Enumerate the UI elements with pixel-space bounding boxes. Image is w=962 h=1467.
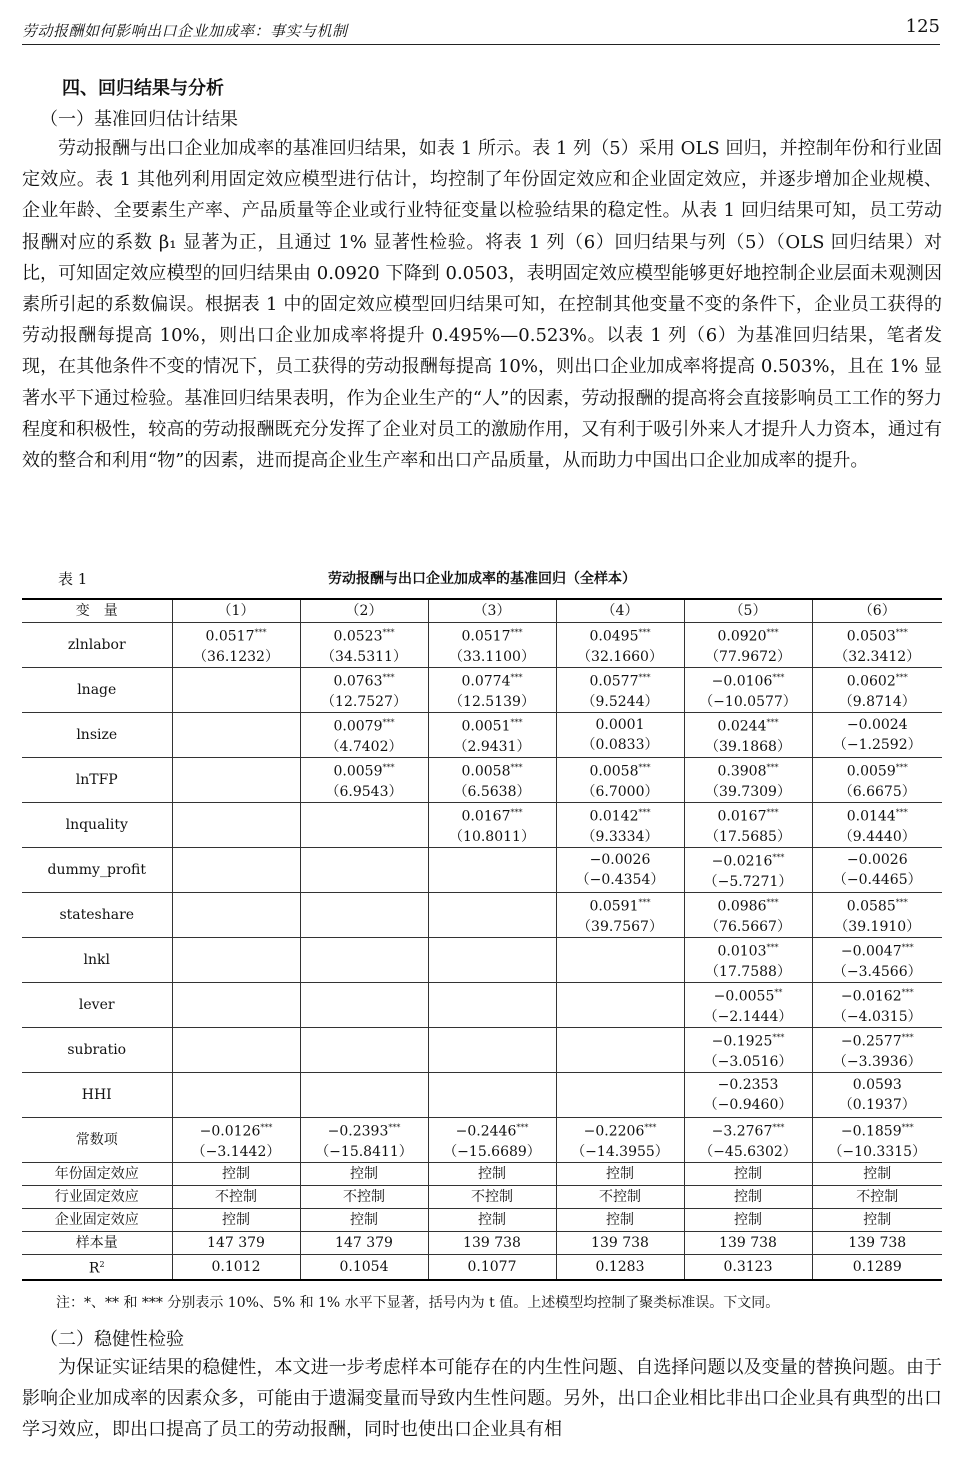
coefficient: 0.0774*** bbox=[461, 673, 523, 690]
t-value: （−15.6689） bbox=[443, 1143, 541, 1160]
variable-name: subratio bbox=[22, 1028, 172, 1073]
header-column: （3） bbox=[428, 599, 556, 623]
table-cell bbox=[812, 1073, 942, 1118]
variable-name: zlnlabor bbox=[22, 623, 172, 668]
coefficient: 0.0144*** bbox=[846, 808, 908, 825]
table-cell bbox=[428, 803, 556, 848]
t-value: （−3.4566） bbox=[832, 963, 922, 980]
t-value: （39.1910） bbox=[834, 918, 921, 935]
table-cell bbox=[684, 668, 812, 713]
t-value: （−0.4354） bbox=[575, 872, 665, 888]
table-cell bbox=[172, 1118, 300, 1163]
coefficient: 0.0585*** bbox=[846, 898, 908, 915]
table-cell bbox=[300, 1028, 428, 1073]
table-cell: 控制 bbox=[556, 1163, 684, 1186]
t-value: （6.7000） bbox=[581, 783, 659, 800]
coefficient: −0.0026 bbox=[589, 852, 651, 868]
table-cell bbox=[812, 938, 942, 983]
coefficient: 0.0244*** bbox=[717, 718, 779, 735]
t-value: （−3.1442） bbox=[191, 1143, 281, 1160]
coefficient: −0.1859*** bbox=[840, 1123, 914, 1140]
coefficient: 0.0593 bbox=[852, 1077, 902, 1093]
table-cell bbox=[300, 848, 428, 893]
coefficient: 0.0058*** bbox=[589, 763, 651, 780]
t-value: （9.5244） bbox=[581, 693, 659, 710]
coefficient: −0.2577*** bbox=[840, 1033, 914, 1050]
variable-name: lnquality bbox=[22, 803, 172, 848]
table-cell bbox=[812, 983, 942, 1028]
variable-name: 常数项 bbox=[22, 1118, 172, 1163]
table-cell bbox=[556, 803, 684, 848]
table-cell: 控制 bbox=[172, 1163, 300, 1186]
coefficient: 0.0167*** bbox=[461, 808, 523, 825]
table-row bbox=[22, 668, 942, 713]
paragraph-2: 为保证实证结果的稳健性，本文进一步考虑样本可能存在的内生性问题、自选择问题以及变量的替换问题。由于影响企业加成率的因素众多，可能由于遗漏变量而导致内生性问题。另外，出口企业相比非出口企业具有典型的出口学习效应，即出口提高了员工的劳动报酬，同时也使出口企业具有相 bbox=[22, 1357, 942, 1441]
table-cell: 控制 bbox=[812, 1209, 942, 1232]
paragraph-1: 劳动报酬与出口企业加成率的基准回归结果，如表 1 所示。表 1 列（5）采用 OLS 回归，并控制年份和行业固定效应。表 1 其他列利用固定效应模型进行估计，均控制了年份固定效应和企业固定效应，并逐步增加企业规模、企业年龄、全要素生产率、产品质量等企业或行业特征变量以检验结果的稳定性。从表 1 回归结果可知，员工劳动报酬对应的系数 β₁ 显著为正，且通过 1% 显著性检验。将表 1 列（6）回归结果与列（5）（OLS 回归结果）对比，可知固定效应模型的回归结果由 0.0920 下降到 0.0503，表明固定效应模型能够更好地控制企业层面未观测因素所引起的系数偏误。根据表 1 中的固定效应模型回归结果可知，在控制其他变量不变的条件下，企业员工获得的劳动报酬每提高 10%，则出口企业加成率将提升 0.495%—0.523%。以表 1 列（6）为基准回归结果，笔者发现，在其他条件不变的情况下，员工获得的劳动报酬每提高 10%，则出口企业加成率将提高 0.503%，且在 1% 显著水平下通过检验。基准回归结果表明，作为企业生产的“人”的因素，劳动报酬的提高将会直接影响员工工作的努力程度和积极性，较高的劳动报酬既充分发挥了企业对员工的激励作用，又有利于吸引外来人才提升人力资本，通过有效的整合和利用“物”的因素，进而提高企业生产率和出口产品质量，从而助力中国出口企业加成率的提升。 bbox=[22, 138, 942, 472]
table-cell bbox=[684, 713, 812, 758]
t-value: （4.7402） bbox=[325, 738, 403, 755]
header-column: （2） bbox=[300, 599, 428, 623]
coefficient: −0.0024 bbox=[846, 717, 908, 733]
table-cell bbox=[812, 803, 942, 848]
variable-name: dummy_profit bbox=[22, 848, 172, 893]
table-cell bbox=[812, 848, 942, 893]
table-row bbox=[22, 1255, 942, 1280]
table-cell bbox=[684, 803, 812, 848]
t-value: （9.4440） bbox=[838, 828, 916, 845]
table-cell bbox=[556, 713, 684, 758]
table-cell bbox=[556, 1118, 684, 1163]
coefficient: 0.0059*** bbox=[333, 763, 395, 780]
header-column: （5） bbox=[684, 599, 812, 623]
t-value: （6.5638） bbox=[453, 783, 531, 800]
table-cell bbox=[172, 1028, 300, 1073]
table-cell: 0.1012 bbox=[172, 1255, 300, 1280]
table-row bbox=[22, 848, 942, 893]
table-cell: 控制 bbox=[684, 1186, 812, 1209]
table-cell bbox=[172, 983, 300, 1028]
table-cell bbox=[428, 1073, 556, 1118]
subsection-title-2: （二）稳健性检验 bbox=[40, 1329, 184, 1350]
coefficient: −0.0126*** bbox=[199, 1123, 273, 1140]
t-value: （9.8714） bbox=[838, 693, 916, 710]
table-cell bbox=[428, 713, 556, 758]
coefficient: 0.0523*** bbox=[333, 628, 395, 645]
coefficient: −0.2206*** bbox=[583, 1123, 657, 1140]
variable-name: HHI bbox=[22, 1073, 172, 1118]
table-cell bbox=[172, 893, 300, 938]
row-name: 企业固定效应 bbox=[22, 1209, 172, 1232]
t-value: （0.1937） bbox=[838, 1097, 916, 1113]
table-row bbox=[22, 1232, 942, 1255]
table-cell bbox=[812, 1028, 942, 1073]
table-cell: 0.1077 bbox=[428, 1255, 556, 1280]
table-cell: 139 738 bbox=[812, 1232, 942, 1255]
table-cell bbox=[812, 668, 942, 713]
table-cell bbox=[812, 758, 942, 803]
t-value: （12.5139） bbox=[449, 693, 535, 710]
t-value: （−0.4465） bbox=[832, 872, 922, 888]
table-cell bbox=[428, 938, 556, 983]
table-cell bbox=[812, 1118, 942, 1163]
table-cell bbox=[300, 893, 428, 938]
table-cell bbox=[428, 983, 556, 1028]
table-cell bbox=[684, 1118, 812, 1163]
table-cell bbox=[684, 623, 812, 668]
t-value: （−4.0315） bbox=[832, 1008, 922, 1025]
table-cell bbox=[556, 668, 684, 713]
coefficient: −0.2446*** bbox=[455, 1123, 529, 1140]
table-cell: 控制 bbox=[300, 1209, 428, 1232]
table-cell bbox=[684, 893, 812, 938]
table-cell: 0.1054 bbox=[300, 1255, 428, 1280]
coefficient: 0.3908*** bbox=[717, 763, 779, 780]
t-value: （32.3412） bbox=[834, 648, 921, 665]
coefficient: 0.0001 bbox=[595, 717, 645, 733]
t-value: （10.8011） bbox=[449, 828, 535, 845]
coefficient: −0.0026 bbox=[846, 852, 908, 868]
coefficient: −0.0047*** bbox=[840, 943, 914, 960]
table-cell bbox=[684, 848, 812, 893]
table-cell: 控制 bbox=[300, 1163, 428, 1186]
coefficient: −0.0106*** bbox=[711, 673, 785, 690]
t-value: （−0.9460） bbox=[703, 1097, 793, 1113]
coefficient: −0.2353 bbox=[717, 1077, 779, 1093]
t-value: （−10.3315） bbox=[828, 1143, 927, 1160]
row-name: 行业固定效应 bbox=[22, 1186, 172, 1209]
table-cell: 0.1289 bbox=[812, 1255, 942, 1280]
t-value: （9.3334） bbox=[581, 828, 659, 845]
table-cell bbox=[172, 713, 300, 758]
table-cell bbox=[684, 983, 812, 1028]
coefficient: 0.0103*** bbox=[717, 943, 779, 960]
table-cell bbox=[556, 1028, 684, 1073]
table-cell bbox=[556, 983, 684, 1028]
coefficient: 0.0503*** bbox=[846, 628, 908, 645]
variable-name: lnage bbox=[22, 668, 172, 713]
coefficient: 0.0602*** bbox=[846, 673, 908, 690]
table-cell bbox=[556, 848, 684, 893]
table-cell: 不控制 bbox=[428, 1186, 556, 1209]
coefficient: 0.0058*** bbox=[461, 763, 523, 780]
table-cell: 不控制 bbox=[172, 1186, 300, 1209]
header-column: （4） bbox=[556, 599, 684, 623]
table-cell: 不控制 bbox=[812, 1186, 942, 1209]
coefficient: −0.0216*** bbox=[711, 853, 785, 870]
table-row bbox=[22, 1209, 942, 1232]
table-cell: 不控制 bbox=[300, 1186, 428, 1209]
t-value: （39.7309） bbox=[705, 783, 791, 800]
table-cell bbox=[172, 803, 300, 848]
t-value: （17.7588） bbox=[705, 963, 791, 980]
t-value: （6.9543） bbox=[325, 783, 403, 800]
coefficient: −0.2393*** bbox=[327, 1123, 401, 1140]
table-note: 注：*、** 和 *** 分别表示 10%、5% 和 1% 水平下显著，括号内为 t 值。上述模型均控制了聚类标准误。下文同。 bbox=[56, 1295, 780, 1311]
table-cell bbox=[172, 668, 300, 713]
coefficient: −3.2767*** bbox=[711, 1123, 785, 1140]
table-cell bbox=[556, 893, 684, 938]
coefficient: 0.0763*** bbox=[333, 673, 395, 690]
table-row bbox=[22, 758, 942, 803]
table-cell bbox=[428, 668, 556, 713]
table-row bbox=[22, 938, 942, 983]
coefficient: −0.0162*** bbox=[840, 988, 914, 1005]
coefficient: 0.0079*** bbox=[333, 718, 395, 735]
coefficient: 0.0517*** bbox=[205, 628, 267, 645]
coefficient: 0.0517*** bbox=[461, 628, 523, 645]
table-cell bbox=[300, 938, 428, 983]
variable-name: lnsize bbox=[22, 713, 172, 758]
table-row bbox=[22, 623, 942, 668]
table-row bbox=[22, 893, 942, 938]
coefficient: −0.1925*** bbox=[711, 1033, 785, 1050]
table-cell bbox=[684, 938, 812, 983]
table-row bbox=[22, 1118, 942, 1163]
table-cell bbox=[172, 623, 300, 668]
t-value: （76.5667） bbox=[705, 918, 791, 935]
coefficient: 0.0986*** bbox=[717, 898, 779, 915]
r-squared-label: $R^2$ bbox=[22, 1255, 172, 1280]
coefficient: 0.0495*** bbox=[589, 628, 651, 645]
t-value: （−45.6302） bbox=[699, 1143, 797, 1160]
table-cell bbox=[300, 1118, 428, 1163]
variable-name: lever bbox=[22, 983, 172, 1028]
t-value: （6.6675） bbox=[838, 783, 916, 800]
t-value: （−1.2592） bbox=[832, 737, 922, 753]
table-cell bbox=[300, 623, 428, 668]
t-value: （−10.0577） bbox=[699, 693, 797, 710]
t-value: （−15.8411） bbox=[315, 1143, 413, 1160]
table-cell bbox=[428, 848, 556, 893]
table-cell: 0.3123 bbox=[684, 1255, 812, 1280]
t-value: （33.1100） bbox=[449, 648, 535, 665]
table-cell bbox=[300, 983, 428, 1028]
table-cell bbox=[556, 623, 684, 668]
table-cell: 139 738 bbox=[684, 1232, 812, 1255]
variable-name: lnkl bbox=[22, 938, 172, 983]
t-value: （2.9431） bbox=[453, 738, 531, 755]
table-cell bbox=[556, 1073, 684, 1118]
t-value: （−3.3936） bbox=[832, 1053, 922, 1070]
table-header-row bbox=[22, 599, 942, 623]
t-value: （12.7527） bbox=[321, 693, 407, 710]
t-value: （36.1232） bbox=[193, 648, 279, 665]
t-value: （34.5311） bbox=[321, 648, 407, 665]
table-row bbox=[22, 1073, 942, 1118]
coefficient: 0.0059*** bbox=[846, 763, 908, 780]
table-cell: 147 379 bbox=[172, 1232, 300, 1255]
table-cell: 控制 bbox=[684, 1163, 812, 1186]
header-column: （1） bbox=[172, 599, 300, 623]
table-row bbox=[22, 1028, 942, 1073]
table-cell: 139 738 bbox=[428, 1232, 556, 1255]
variable-name: lnTFP bbox=[22, 758, 172, 803]
table-row bbox=[22, 1163, 942, 1186]
table-cell: 控制 bbox=[428, 1163, 556, 1186]
table-cell bbox=[684, 1028, 812, 1073]
t-value: （17.5685） bbox=[705, 828, 791, 845]
table-label: 表 1 bbox=[58, 570, 88, 588]
table-cell bbox=[428, 1118, 556, 1163]
table-cell bbox=[428, 893, 556, 938]
header-variable: 变 量 bbox=[22, 599, 172, 623]
table-caption bbox=[22, 565, 942, 589]
table-cell: 控制 bbox=[812, 1163, 942, 1186]
table-cell bbox=[300, 1073, 428, 1118]
t-value: （−3.0516） bbox=[703, 1053, 793, 1070]
table-cell: 0.1283 bbox=[556, 1255, 684, 1280]
coefficient: 0.0920*** bbox=[717, 628, 779, 645]
section-title: 四、回归结果与分析 bbox=[62, 78, 224, 99]
table-cell bbox=[172, 938, 300, 983]
table-cell: 控制 bbox=[172, 1209, 300, 1232]
table-cell bbox=[300, 758, 428, 803]
table-cell: 控制 bbox=[556, 1209, 684, 1232]
variable-name: stateshare bbox=[22, 893, 172, 938]
t-value: （0.0833） bbox=[581, 737, 659, 753]
row-name: 样本量 bbox=[22, 1232, 172, 1255]
t-value: （−5.7271） bbox=[703, 873, 793, 890]
t-value: （−2.1444） bbox=[703, 1008, 793, 1025]
table-cell: 139 738 bbox=[556, 1232, 684, 1255]
coefficient: 0.0142*** bbox=[589, 808, 651, 825]
table-cell bbox=[556, 758, 684, 803]
table-cell bbox=[812, 713, 942, 758]
coefficient: 0.0051*** bbox=[461, 718, 523, 735]
t-value: （39.7567） bbox=[577, 918, 663, 935]
table-cell bbox=[428, 623, 556, 668]
table-cell bbox=[300, 713, 428, 758]
table-cell bbox=[812, 893, 942, 938]
table-cell bbox=[428, 1028, 556, 1073]
table-cell: 控制 bbox=[684, 1209, 812, 1232]
table-cell bbox=[300, 668, 428, 713]
table-cell bbox=[556, 938, 684, 983]
table-row bbox=[22, 713, 942, 758]
table-title: 劳动报酬与出口企业加成率的基准回归（全样本） bbox=[328, 571, 636, 587]
table-cell bbox=[172, 758, 300, 803]
table-cell bbox=[172, 1073, 300, 1118]
running-header bbox=[22, 14, 940, 45]
regression-table bbox=[22, 598, 942, 1281]
table-cell: 不控制 bbox=[556, 1186, 684, 1209]
subsection-title-1: （一）基准回归估计结果 bbox=[40, 109, 238, 130]
running-title: 劳动报酬如何影响出口企业加成率：事实与机制 bbox=[22, 22, 348, 40]
table-cell bbox=[172, 848, 300, 893]
row-name: 年份固定效应 bbox=[22, 1163, 172, 1186]
coefficient: −0.0055** bbox=[713, 988, 783, 1005]
coefficient: 0.0577*** bbox=[589, 673, 651, 690]
table-cell bbox=[684, 1073, 812, 1118]
t-value: （77.9672） bbox=[705, 648, 791, 665]
table-cell bbox=[684, 758, 812, 803]
table-row bbox=[22, 983, 942, 1028]
table-cell bbox=[812, 623, 942, 668]
table-row bbox=[22, 803, 942, 848]
table-cell: 控制 bbox=[428, 1209, 556, 1232]
coefficient: 0.0591*** bbox=[589, 898, 651, 915]
table-row bbox=[22, 1186, 942, 1209]
t-value: （39.1868） bbox=[705, 738, 791, 755]
page-number: 125 bbox=[905, 16, 940, 37]
t-value: （32.1660） bbox=[577, 648, 663, 665]
table-cell: 147 379 bbox=[300, 1232, 428, 1255]
header-column: （6） bbox=[812, 599, 942, 623]
table-cell bbox=[300, 803, 428, 848]
table-cell bbox=[428, 758, 556, 803]
coefficient: 0.0167*** bbox=[717, 808, 779, 825]
t-value: （−14.3955） bbox=[571, 1143, 669, 1160]
